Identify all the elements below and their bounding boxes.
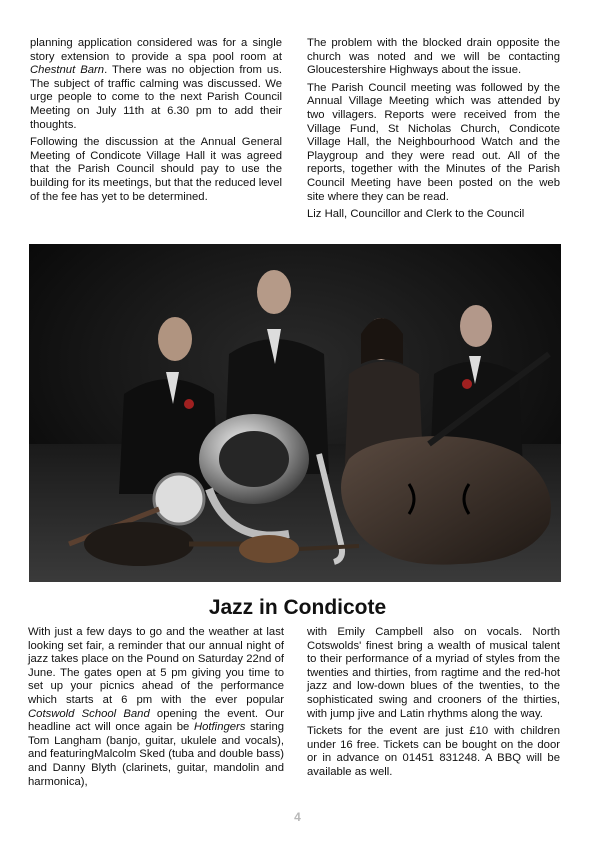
paragraph-jazz-styles: with Emily Campbell also on vocals. North Cotswolds' finest bring a wealth of musical talent to their performance of a myriad of styles from the twenties and thirties, from ragtime and the red-hot jazz and low-down blues of the twenties, to the sophisticated swing and crooners of the thirties, with jump jive and Latin rhythms along the way. — [307, 626, 560, 720]
band-photo — [29, 244, 561, 582]
paragraph-village-hall: Following the discussion at the Annual General Meeting of Condicote Village Hall it was agreed that the Parish Council should pay to use the building for its meetings, but that the reduced level of the fee has yet to be determined. — [30, 136, 282, 203]
column-top-right — [307, 37, 560, 226]
text-run: planning application considered was for a single story extension to provide a spa pool room at — [30, 37, 282, 63]
paragraph-planning — [30, 37, 282, 132]
paragraph-drain: The problem with the blocked drain opposite the church was noted and we will be contacting Gloucestershire Highways about the issue. — [307, 37, 560, 77]
italic-text: Hotfingers — [193, 721, 246, 734]
page-number: 4 — [294, 810, 301, 824]
paragraph-jazz-intro — [28, 626, 284, 789]
italic-text: Chestnut Barn — [30, 64, 105, 77]
text-run: staring Tom Langham (banjo, guitar, ukulele and vocals), and featuringMalcolm Sked (tuba and double bass) and Danny Blyth (clarinets, guitar, mandolin and harmonica), — [28, 721, 285, 788]
band-photo-illustration — [29, 244, 561, 582]
signature: Liz Hall, Councillor and Clerk to the Council — [307, 208, 525, 221]
paragraph-annual-meeting: The Parish Council meeting was followed by the Annual Village Meeting which was attended by two villagers. Reports were received from the Village Fund, St Nicholas Church, Condicote Village Hall, the Neighbourhood Watch and the Playgroup and they were read out. All of the reports, together with the Minutes of the Parish Council Meeting have been posted on the web site where they can be read. — [307, 81, 560, 203]
column-top-left — [30, 37, 282, 208]
italic-text: Cotswold School Band — [28, 707, 150, 720]
paragraph-tickets: Tickets for the event are just £10 with children under 16 free. Tickets can be bought on the door or in advance on 01451 831248. A BBQ will be available as well. — [307, 725, 560, 778]
text-run: opening the event. Our headline act will once again be — [28, 707, 284, 734]
column-bottom-left — [28, 626, 284, 793]
text-run: With just a few days to go and the weather at last looking set fair, a reminder that our annual night of jazz takes place on the Pound on Saturday 22nd of June. The gates open at 5 pm giving you time to set up your picnics ahead of the performance which starts at 6 pm with the ever popular — [28, 626, 284, 706]
text-run: . There was no objection from us. The subject of traffic calming was discussed. We urge people to come to the next Parish Council Meeting on July 11th at 6.30 pm to add their thoughts. — [30, 64, 282, 131]
column-bottom-right — [307, 626, 560, 784]
article-headline: Jazz in Condicote — [208, 596, 387, 619]
